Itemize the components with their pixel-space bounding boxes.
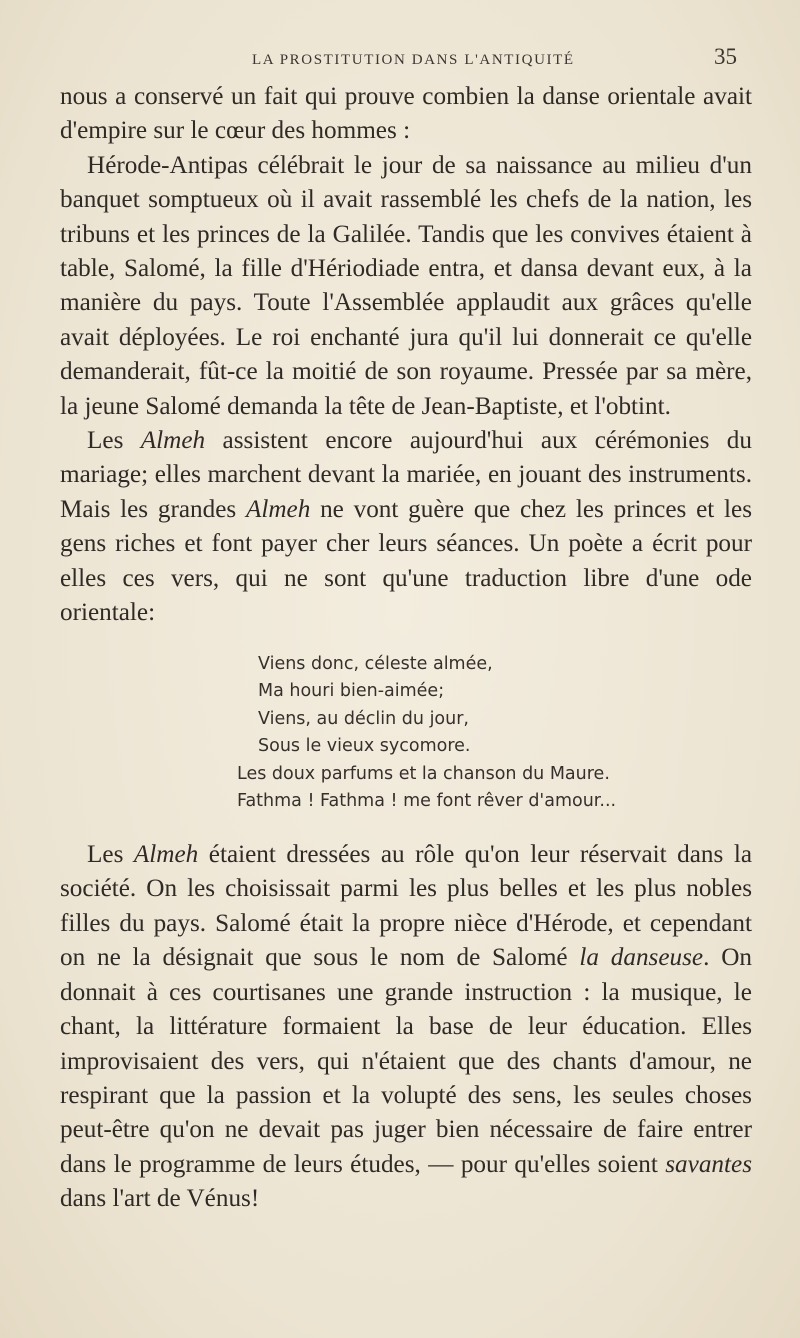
running-head: LA PROSTITUTION DANS L'ANTIQUITÉ [252,52,575,68]
italic-term: la danseuse [579,944,704,972]
paragraph-continuation: nous a conservé un fait qui prouve combien la danse orientale avait d'empire sur le cœur des hommes : [60,83,752,145]
poem-line: Viens, au déclin du jour, [258,708,469,729]
poem-line: Sous le vieux sycomore. [258,736,471,757]
paragraph-herod: Hérode-Antipas célébrait le jour de sa naissance au milieu d'un banquet somptueux où il avait rassemblé les chefs de la nation, les tribuns et les princes de la Galilée. Tandis que les convives étaient à table, Salomé, la fille d'Hériodiade entra, et dansa devant eux, à la manière du pays. Toute l'Assemblée applaudit aux grâces qu'elle avait déployées. Le roi enchanté jura qu'il lui donnerait ce qu'elle demanderait, fût-ce la moitié de son royaume. Pressée par sa mère, la jeune Salomé demanda la tête de Jean-Baptiste, et l'obtint. [60,151,752,420]
italic-term: Almeh [140,427,206,455]
paragraph-text: Les [87,427,141,455]
poem [60,651,752,817]
paragraph-almeh-ceremonies [60,424,752,630]
paragraph-almeh-education [60,838,752,1216]
italic-term: savantes [665,1150,752,1178]
paragraph-text: . On donnait à ces courtisanes une grande instruction : la musique, le chant, la littérature formaient la base de leur éducation. Elles improvisaient des vers, qui n'étaient que des chants d'amour, ne respirant que la passion et la volupté des sens, les seules choses peut-être qu'on ne devait pas juger bien nécessaire de faire entrer dans le programme de leurs études, — pour qu'elles soient [60,944,752,1178]
paragraph-text: ne vont guère que chez les princes et les gens riches et font payer cher leurs séances. Un poète a écrit pour elles ces vers, qui ne sont qu'une traduction libre d'une ode orientale: [60,495,753,627]
body-text [60,80,752,1217]
paragraph-text: assistent encore aujourd'hui aux cérémonies du mariage; elles marchent devant la mariée, en jouant des instruments. Mais les grandes [60,427,752,523]
paragraph-text: dans l'art de Vénus! [60,1185,260,1213]
paragraph-text: Les [87,841,134,869]
page-number: 35 [714,44,737,69]
italic-term: Almeh [245,495,311,523]
paragraph-text: étaient dressées au rôle qu'on leur réservait dans la société. On les choisissait parmi les plus belles et les plus nobles filles du pays. Salomé était la propre nièce d'Hérode, et cependant on ne la désignait que sous le nom de Salomé [60,841,752,972]
poem-line: Fathma ! Fathma ! me font rêver d'amour... [237,791,617,812]
italic-term: Almeh [133,841,199,869]
poem-line: Ma houri bien-aimée; [258,681,445,702]
poem-line: Viens donc, céleste almée, [258,653,493,674]
poem-line: Les doux parfums et la chanson du Maure. [237,763,610,784]
